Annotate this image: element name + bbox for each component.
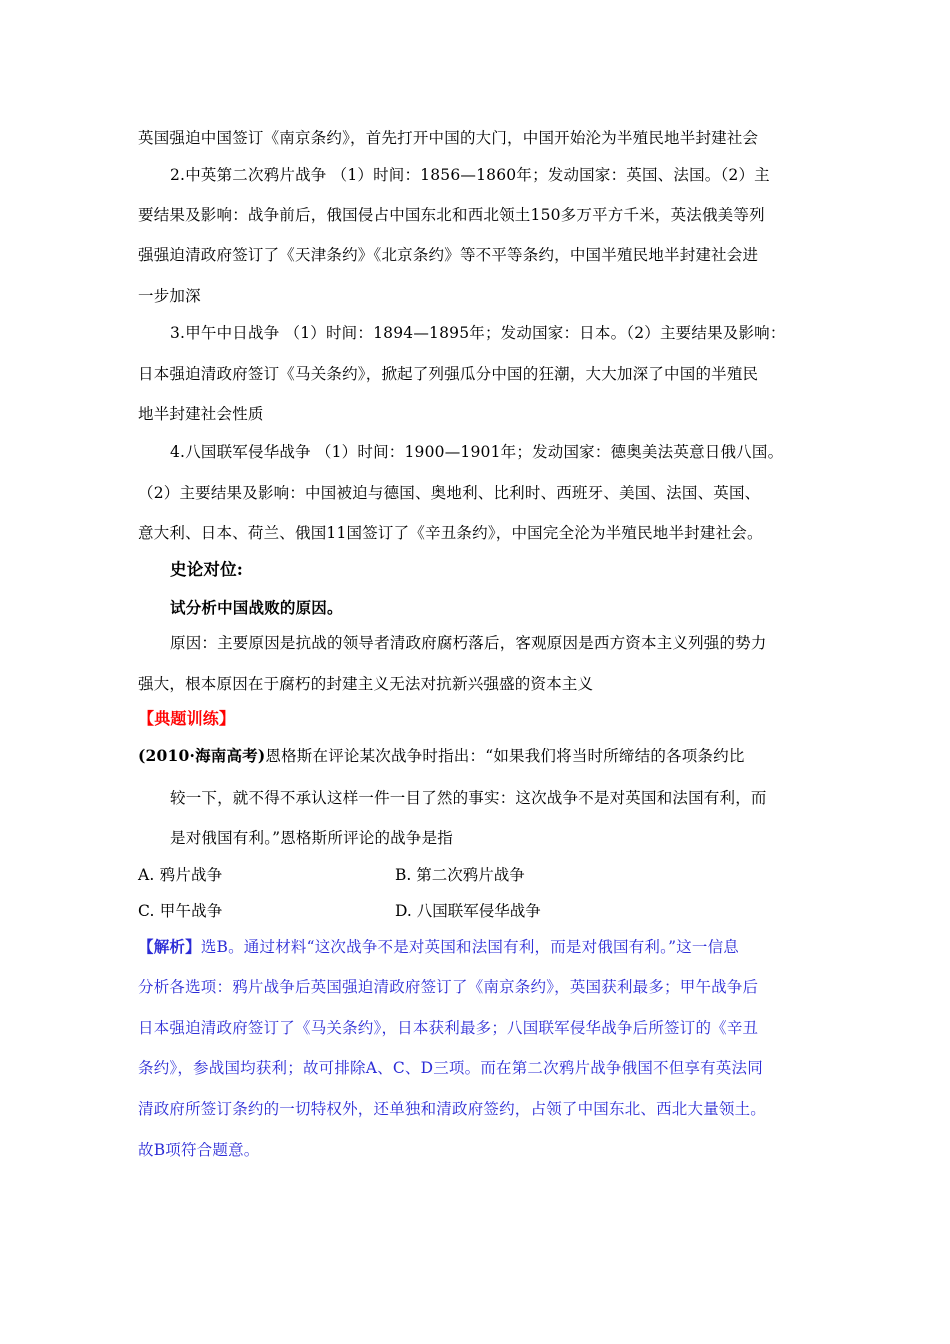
question-line: 是对俄国有利。”恩格斯所评论的战争是指 (170, 829, 453, 847)
explanation-text: 选B。通过材料“这次战争不是对英国和法国有利，而是对俄国有利。”这一信息 (200, 938, 740, 956)
text-line: 英国强迫中国签订《南京条约》，首先打开中国的大门，中国开始沦为半殖民地半封建社会 (138, 129, 759, 147)
explanation-line: 故B项符合题意。 (138, 1141, 260, 1159)
analysis-answer: 原因：主要原因是抗战的领导者清政府腐朽落后，客观原因是西方资本主义列强的势力 (170, 634, 767, 652)
exercise-title: 【典题训练】 (138, 709, 236, 728)
option-d: D. 八国联军侵华战争 (395, 902, 541, 920)
question-line: 较一下，就不得不承认这样一件一目了然的事实：这次战争不是对英国和法国有利，而 (170, 789, 767, 807)
text-line: 日本强迫清政府签订《马关条约》，掀起了列强瓜分中国的狂潮，大大加深了中国的半殖民 (138, 365, 759, 383)
option-c: C. 甲午战争 (138, 902, 223, 920)
text-line: 2.中英第二次鸦片战争 （1）时间：1856—1860年；发动国家：英国、法国。（2）主 (170, 166, 770, 184)
explanation-line: 分析各选项：鸦片战争后英国强迫清政府签订了《南京条约》，英国获利最多；甲午战争后 (138, 978, 759, 996)
analysis-heading: 史论对位: (170, 560, 244, 579)
text-line: 4.八国联军侵华战争 （1）时间：1900—1901年；发动国家：德奥美法英意日俄八国。 (170, 443, 784, 461)
explanation-line: 条约》，参战国均获利；故可排除A、C、D三项。而在第二次鸦片战争俄国不但享有英法同 (138, 1059, 763, 1077)
question-source: (2010·海南高考) (138, 746, 266, 765)
text-line: 要结果及影响：战争前后，俄国侵占中国东北和西北领土150多万平方千米，英法俄美等列 (138, 206, 765, 224)
explanation-line: 日本强迫清政府签订了《马关条约》，日本获利最多；八国联军侵华战争后所签订的《辛丑 (138, 1019, 759, 1037)
text-line: 地半封建社会性质 (138, 405, 264, 423)
text-line: 一步加深 (138, 287, 201, 305)
explanation-label: 【解析】 (138, 937, 201, 956)
analysis-question: 试分析中国战败的原因。 (170, 598, 343, 617)
explanation-line (138, 937, 739, 957)
analysis-answer: 强大，根本原因在于腐朽的封建主义无法对抗新兴强盛的资本主义 (138, 675, 594, 693)
question-text: 恩格斯在评论某次战争时指出：“如果我们将当时所缔结的各项条约比 (265, 747, 745, 765)
option-a: A. 鸦片战争 (138, 866, 223, 884)
question-line (138, 746, 745, 766)
text-line: （2）主要结果及影响：中国被迫与德国、奥地利、比利时、西班牙、美国、法国、英国、 (138, 484, 761, 502)
text-line: 意大利、日本、荷兰、俄国11国签订了《辛丑条约》，中国完全沦为半殖民地半封建社会。 (138, 524, 763, 542)
explanation-line: 清政府所签订条约的一切特权外，还单独和清政府签约，占领了中国东北、西北大量领土。 (138, 1100, 767, 1118)
text-line: 3.甲午中日战争 （1）时间：1894—1895年；发动国家：日本。（2）主要结果及影响： (170, 324, 786, 342)
option-b: B. 第二次鸦片战争 (395, 866, 525, 884)
text-line: 强强迫清政府签订了《天津条约》《北京条约》等不平等条约，中国半殖民地半封建社会进 (138, 246, 759, 264)
